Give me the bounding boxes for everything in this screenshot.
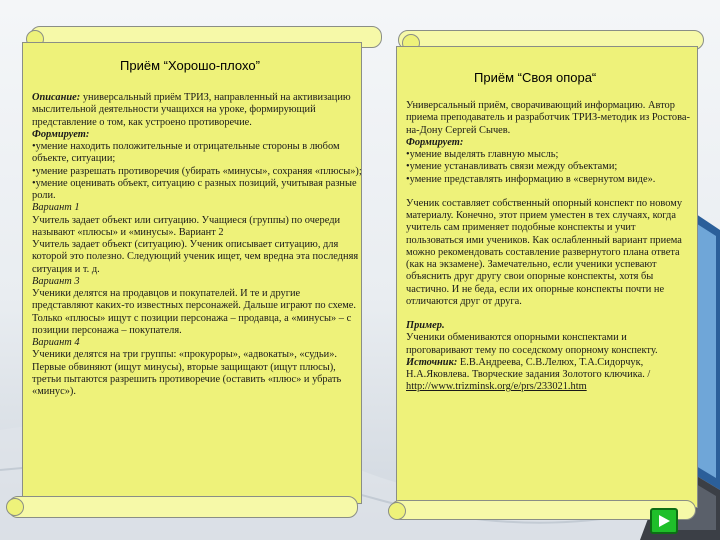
next-slide-icon bbox=[657, 514, 671, 528]
list-item: •умение разрешать противоречия (убирать «минусы», сохраняя «плюсы»); bbox=[32, 165, 362, 177]
description-text: универсальный приём ТРИЗ, направленный на активизацию мыслительной деятельности учащихся на уроке, формирующий представление о том, как устроено противоречие. bbox=[32, 92, 351, 128]
variant-text: Учитель задает объект или ситуацию. Учащиеся (группы) по очереди называют «плюсы» и «минусы». Вариант 2 bbox=[32, 214, 341, 238]
example-text: Ученики обмениваются опорными конспектами и проговаривают тему по соседскому опорному конспекту. bbox=[406, 332, 658, 356]
next-slide-button[interactable] bbox=[650, 508, 678, 534]
variant-text: Ученики делятся на три группы: «прокуроры», «адвокаты», «судьи». Первые обвиняют (ищут минусы), вторые защищают (ищут плюсы), третьи пытаются разрешить противоречие (оставить «плюс» и убрать «минус»). bbox=[32, 349, 342, 397]
list-item: •умение устанавливать связи между объектами; bbox=[406, 161, 618, 173]
scroll-curl bbox=[388, 502, 406, 520]
scroll-curl bbox=[6, 498, 24, 516]
right-title: Приём “Своя опора“ bbox=[474, 70, 597, 85]
intro-paragraph: Универсальный приём, сворачивающий информацию. Автор приема преподаватель и разработчик ТРИЗ-методик из Ростова-на-Дону Сергей Сычев. bbox=[406, 100, 690, 136]
left-body bbox=[32, 92, 362, 398]
variant-text: Ученики делятся на продавцов и покупателей. И те и другие представляют каких-то известных персонажей. Дальше играют по схеме. Только «плюсы» ищут с позиции персонажа – продавца, а «минусы» – с позиции персонажа – покупателя. bbox=[32, 288, 356, 336]
source-paragraph bbox=[406, 357, 692, 382]
list-item: •умение выделять главную мысль; bbox=[406, 149, 559, 160]
example-label: Пример. bbox=[406, 320, 445, 331]
source-label: Источник: bbox=[406, 356, 458, 368]
right-body bbox=[406, 100, 692, 394]
body-paragraph: Ученик составляет собственный опорный конспект по новому материалу. Конечно, этот прием уместен в тех случаях, когда учитель сам применяет подобные конспекты и учит пользоваться ими учеников. Как ослабленный вариант приема можно рекомендовать составление развернутого плана ответа (как на экзамене). Замечательно, если ученики успевают объяснить друг другу свои опорные конспекты, хотя бы частично. И не беда, если их опорные конспекты почти не отличаются друг от друга. bbox=[406, 197, 683, 307]
description-paragraph bbox=[32, 92, 362, 129]
source-link[interactable]: http://www.trizminsk.org/e/prs/233021.htm bbox=[406, 381, 587, 393]
source-text: Е.В.Андреева, С.В.Лелюх, Т.А.Сидорчук, Н.А.Яковлева. Творческие задания Золотого ключика. / bbox=[406, 356, 651, 380]
left-title: Приём “Хорошо-плохо” bbox=[120, 58, 260, 73]
variant-heading: Вариант 1 bbox=[32, 202, 80, 214]
variant-heading: Вариант 4 bbox=[32, 337, 80, 348]
variant-heading: Вариант 3 bbox=[32, 275, 80, 287]
list-item: •умение представлять информацию в «свернутом виде». bbox=[406, 173, 656, 185]
list-item: •умение находить положительные и отрицательные стороны в любом объекте, ситуации; bbox=[32, 141, 340, 165]
list-item: •умение оценивать объект, ситуацию с разных позиций, учитывая разные роли. bbox=[32, 177, 357, 201]
scroll-bottom-roll-left bbox=[8, 496, 358, 518]
variant-text: Учитель задает объект (ситуацию). Ученик описывает ситуацию, для которой это полезно. Следующий ученик ищет, чем вредна эта последняя ситуация и т. д. bbox=[32, 239, 359, 275]
forms-label: Формирует: bbox=[32, 128, 90, 140]
forms-label: Формирует: bbox=[406, 136, 464, 148]
description-label: Описание: bbox=[32, 92, 81, 103]
